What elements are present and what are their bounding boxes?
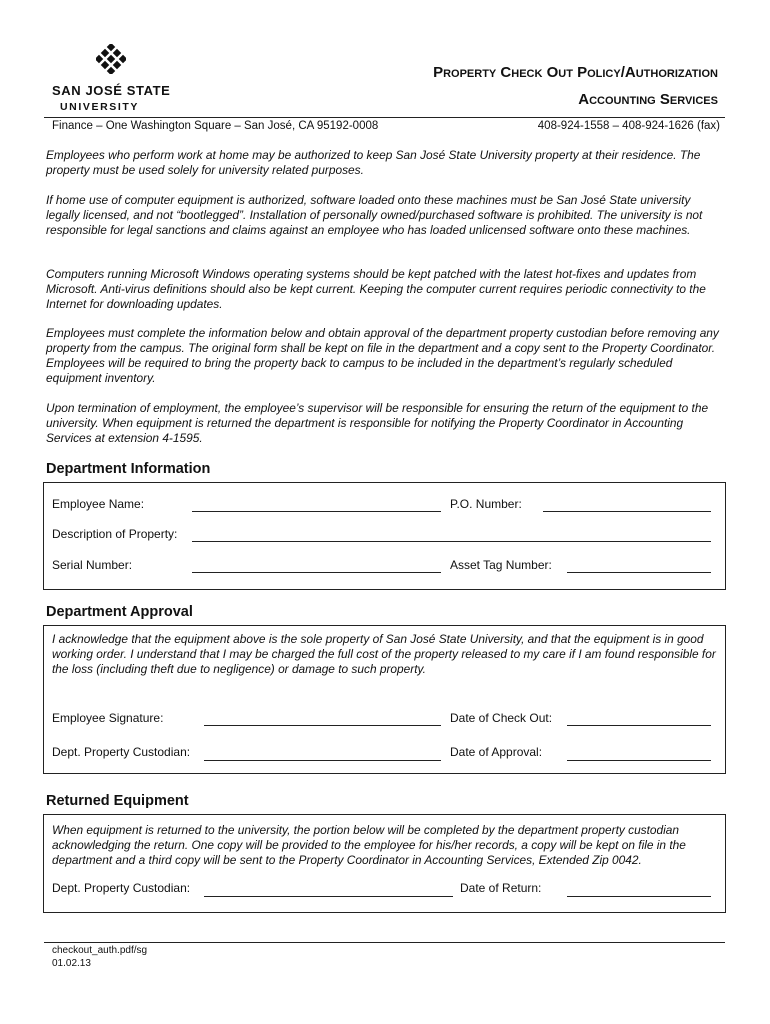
return-date-label: Date of Return: [460, 881, 542, 895]
footer-divider [44, 942, 725, 943]
checkout-date-label: Date of Check Out: [450, 711, 553, 725]
logo-university-name: SAN JOSÉ STATE [52, 83, 171, 98]
policy-paragraph: Upon termination of employment, the employee’s supervisor will be responsible for ensuring the return of the equipment to the university. When equipment is returned the department is responsible for notifying the Property Coordinator in Accounting Services at extension 4-1595. [46, 401, 709, 445]
approval-date-field[interactable] [567, 760, 711, 761]
policy-paragraph: If home use of computer equipment is authorized, software loaded onto these machines must be San José State university legally licensed, and not “bootlegged”. Installation of personally owned/purchased software is prohibited. The university is not responsible for legal sanctions and claims against an employee who has loaded unlicensed software onto these machines. [46, 193, 703, 237]
footer-revision-date: 01.02.13 [52, 958, 91, 969]
po-number-label: P.O. Number: [450, 497, 522, 511]
policy-paragraph: Computers running Microsoft Windows operating systems should be kept patched with the latest hot-fixes and updates from Microsoft. Anti-virus definitions should also be kept current. Keeping the computer current requires periodic connectivity to the Internet for downloading updates. [46, 267, 706, 311]
department-approval-heading: Department Approval [46, 604, 193, 620]
logo-university-label: UNIVERSITY [60, 101, 140, 113]
employee-name-field[interactable] [192, 511, 441, 512]
serial-number-field[interactable] [192, 572, 441, 573]
serial-number-label: Serial Number: [52, 558, 133, 572]
return-date-field[interactable] [567, 896, 711, 897]
returned-equipment-heading: Returned Equipment [46, 793, 189, 809]
form-title: Property Check Out Policy/Authorization [433, 64, 718, 81]
university-logo-icon [96, 44, 126, 74]
return-custodian-field[interactable] [204, 896, 453, 897]
policy-paragraph: Employees must complete the information below and obtain approval of the department property custodian before removing any property from the campus. The original form shall be kept on file in the department and a copy sent to the Property Coordinator. Employees will be required to bring the property back to campus to be included in the department’s regularly scheduled equipment inventory. [46, 326, 719, 385]
return-custodian-label: Dept. Property Custodian: [52, 881, 191, 895]
employee-signature-label: Employee Signature: [52, 711, 164, 725]
approval-statement: I acknowledge that the equipment above is the sole property of San José State University, and that the equipment is in good working order. I understand that I may be charged the full cost of the property released to my care if I am found responsible for the loss (including theft due to negligence) or damage to such property. [52, 632, 716, 676]
return-statement: When equipment is returned to the university, the portion below will be completed by the department property custodian acknowledging the return. One copy will be provided to the employee for his/her records, a copy will be kept on file in the department and a third copy will be sent to the Property Coordinator in Accounting Services, Extended Zip 0042. [52, 823, 686, 867]
asset-tag-label: Asset Tag Number: [450, 558, 552, 572]
approval-custodian-field[interactable] [204, 760, 441, 761]
header-divider [44, 117, 725, 118]
checkout-date-field[interactable] [567, 725, 711, 726]
footer-filename: checkout_auth.pdf/sg [52, 945, 148, 956]
employee-name-label: Employee Name: [52, 497, 145, 511]
property-description-field[interactable] [192, 541, 711, 542]
po-number-field[interactable] [543, 511, 711, 512]
policy-paragraph: Employees who perform work at home may be authorized to keep San José State University property at their residence. The property must be used solely for university related purposes. [46, 148, 701, 177]
office-phone: 408-924-1558 – 408-924-1626 (fax) [537, 120, 720, 132]
property-description-label: Description of Property: [52, 527, 178, 541]
department-information-heading: Department Information [46, 461, 211, 477]
form-department: Accounting Services [578, 91, 718, 108]
approval-custodian-label: Dept. Property Custodian: [52, 745, 191, 759]
office-address: Finance – One Washington Square – San José, CA 95192-0008 [52, 120, 379, 132]
employee-signature-field[interactable] [204, 725, 441, 726]
asset-tag-field[interactable] [567, 572, 711, 573]
approval-date-label: Date of Approval: [450, 745, 543, 759]
